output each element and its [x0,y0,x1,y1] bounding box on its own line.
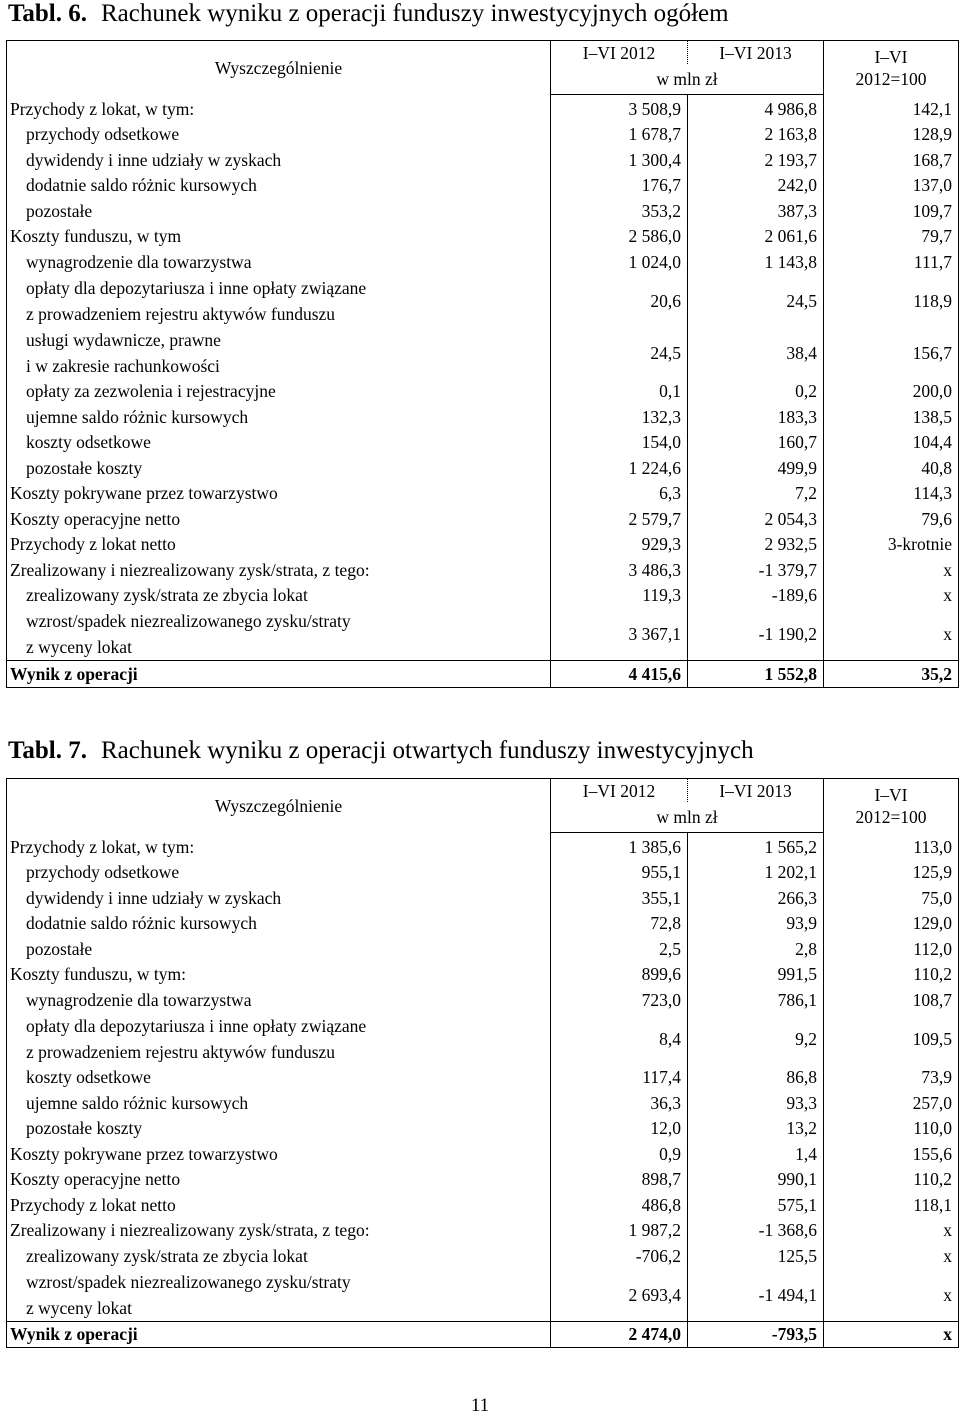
value-2013: 242,0 [688,173,824,199]
value-2013: 575,1 [688,1192,824,1218]
row-label [7,1141,551,1167]
row-label [7,275,551,327]
value-index: 118,9 [824,275,959,327]
row-label-line1: usługi wydawnicze, prawne [26,329,221,350]
table-row [7,962,959,988]
row-label-line1: ujemne saldo różnic kursowych [26,1092,249,1113]
value-2012: 355,1 [551,885,688,911]
table-row [7,583,959,609]
row-label-line1: koszty odsetkowe [26,1067,151,1088]
table-row [7,173,959,199]
value-2013: 1 565,2 [688,833,824,860]
value-2013: -1 368,6 [688,1218,824,1244]
row-label [7,532,551,558]
table7-header-index-base: 2012=100 [855,806,927,827]
value-2012: 899,6 [551,962,688,988]
row-label-line1: pozostałe koszty [26,457,143,478]
value-2012: 1 678,7 [551,122,688,148]
value-2013: 9,2 [688,1013,824,1065]
table-row [7,1065,959,1091]
value-2013: 786,1 [688,987,824,1013]
table-row [7,122,959,148]
row-label [7,860,551,886]
row-label [7,173,551,199]
table7-header [7,779,959,833]
value-2012: 0,9 [551,1141,688,1167]
value-2012: 486,8 [551,1192,688,1218]
value-2013: 1 552,8 [688,661,824,688]
value-2013: 125,5 [688,1243,824,1269]
value-2013: 93,9 [688,911,824,937]
row-label [7,1065,551,1091]
table6-number: Tabl. 6. [8,0,87,27]
row-label [7,1167,551,1193]
row-label [7,885,551,911]
value-index: 138,5 [824,404,959,430]
value-index: 112,0 [824,936,959,962]
row-label-line1: pozostałe [26,938,93,959]
row-label [7,1090,551,1116]
table7-header-index-period: I–VI [874,784,908,805]
row-label [7,506,551,532]
table-row [7,911,959,937]
table7-title [8,737,754,765]
table-row [7,885,959,911]
value-2012: 8,4 [551,1013,688,1065]
table-row [7,1243,959,1269]
table-row [7,95,959,122]
value-index: 110,2 [824,1167,959,1193]
value-index: x [824,1321,959,1348]
value-2012: 1 987,2 [551,1218,688,1244]
value-2013: -1 379,7 [688,557,824,583]
table-row [7,1013,959,1065]
value-2013: -1 190,2 [688,608,824,661]
value-2012: 1 024,0 [551,249,688,275]
value-2012: 154,0 [551,430,688,456]
row-label-line1: dywidendy i inne udziały w zyskach [26,887,282,908]
table7-title-text: Rachunek wyniku z operacji otwartych funduszy inwestycyjnych [100,737,754,764]
value-2012: 132,3 [551,404,688,430]
value-index: 104,4 [824,430,959,456]
value-2013: 2 054,3 [688,506,824,532]
row-label [7,249,551,275]
row-label [7,987,551,1013]
row-label-line1: Koszty funduszu, w tym [10,226,182,247]
value-2013: 38,4 [688,327,824,379]
value-index: x [824,608,959,661]
table-row [7,275,959,327]
row-label-line1: Koszty operacyjne netto [10,1169,181,1190]
row-label [7,481,551,507]
row-label-line1: Koszty funduszu, w tym: [10,964,186,985]
table6-title [8,0,729,28]
table-row [7,198,959,224]
table-row [7,1090,959,1116]
value-index: 108,7 [824,987,959,1013]
row-label-line1: dodatnie saldo różnic kursowych [26,175,257,196]
value-index: 156,7 [824,327,959,379]
row-label [7,455,551,481]
row-label [7,95,551,122]
row-label [7,122,551,148]
value-2012: 20,6 [551,275,688,327]
row-label-line1: Przychody z lokat, w tym: [10,98,195,119]
table-row [7,1167,959,1193]
table-row [7,1192,959,1218]
value-2012: 929,3 [551,532,688,558]
row-label [7,147,551,173]
row-label [7,430,551,456]
value-2012: 955,1 [551,860,688,886]
row-label-line1: opłaty dla depozytariusza i inne opłaty związane [26,1015,367,1036]
row-label-line1: Koszty pokrywane przez towarzystwo [10,483,278,504]
value-2013: -793,5 [688,1321,824,1348]
row-label-line1: dodatnie saldo różnic kursowych [26,913,257,934]
row-label-line1: wynagrodzenie dla towarzystwa [26,989,252,1010]
page-number: 11 [470,1395,490,1416]
value-index: 200,0 [824,379,959,405]
value-index: 128,9 [824,122,959,148]
row-label [7,911,551,937]
table-row [7,557,959,583]
value-2012: 176,7 [551,173,688,199]
value-2012: 24,5 [551,327,688,379]
row-label [7,557,551,583]
row-label [7,379,551,405]
table7-header-unit: w mln zł [551,802,824,833]
table6-header-index-period: I–VI [874,46,908,67]
value-2013: -189,6 [688,583,824,609]
table6-body [7,95,959,688]
value-index: 142,1 [824,95,959,122]
row-label-line1: Zrealizowany i niezrealizowany zysk/strata, z tego: [10,1220,370,1241]
value-2012: 6,3 [551,481,688,507]
row-label-line1: pozostałe [26,200,93,221]
value-index: 111,7 [824,249,959,275]
value-2013: 990,1 [688,1167,824,1193]
value-index: 113,0 [824,833,959,860]
table-row [7,455,959,481]
value-2013: -1 494,1 [688,1269,824,1322]
value-2012: 2 693,4 [551,1269,688,1322]
value-index: 129,0 [824,911,959,937]
value-index: x [824,1243,959,1269]
value-2013: 2,8 [688,936,824,962]
value-index: 109,5 [824,1013,959,1065]
value-2013: 387,3 [688,198,824,224]
row-label-line1: Przychody z lokat netto [10,534,176,555]
table-row [7,404,959,430]
value-2012: 353,2 [551,198,688,224]
table7-header-label: Wyszczególnienie [7,779,551,833]
table-row [7,833,959,860]
value-2012: 2,5 [551,936,688,962]
row-label [7,1192,551,1218]
table-row [7,661,959,688]
row-label-line1: opłaty dla depozytariusza i inne opłaty związane [26,277,367,298]
value-2013: 24,5 [688,275,824,327]
value-index: 79,7 [824,224,959,250]
row-label-line1: zrealizowany zysk/strata ze zbycia lokat [26,585,308,606]
value-2012: 1 224,6 [551,455,688,481]
value-2013: 2 193,7 [688,147,824,173]
row-label-line1: koszty odsetkowe [26,432,151,453]
value-index: 155,6 [824,1141,959,1167]
table7-header-year-2013: I–VI 2013 [688,779,824,803]
value-index: x [824,557,959,583]
value-index: 118,1 [824,1192,959,1218]
table6-header-unit: w mln zł [551,64,824,95]
value-2013: 4 986,8 [688,95,824,122]
row-label-line1: Przychody z lokat, w tym: [10,836,195,857]
value-index: 257,0 [824,1090,959,1116]
table-row [7,608,959,661]
value-2013: 86,8 [688,1065,824,1091]
table-row [7,860,959,886]
row-label [7,1218,551,1244]
row-label-line1: ujemne saldo różnic kursowych [26,406,249,427]
value-2012: 0,1 [551,379,688,405]
table6-header-index-base: 2012=100 [855,68,927,89]
table-row [7,1141,959,1167]
table-row [7,936,959,962]
value-index: x [824,583,959,609]
value-2012: 1 385,6 [551,833,688,860]
value-2012: 12,0 [551,1116,688,1142]
table-row [7,224,959,250]
value-index: 35,2 [824,661,959,688]
row-label [7,962,551,988]
row-label-line1: przychody odsetkowe [26,862,180,883]
table7 [6,778,959,1348]
value-index: 137,0 [824,173,959,199]
value-index: 3-krotnie [824,532,959,558]
value-2013: 2 061,6 [688,224,824,250]
table-row [7,987,959,1013]
value-index: 75,0 [824,885,959,911]
table6-title-text: Rachunek wyniku z operacji funduszy inwestycyjnych ogółem [100,0,729,27]
row-label-line1: Wynik z operacji [10,1324,138,1345]
table-row [7,147,959,173]
row-label-line1: Koszty operacyjne netto [10,508,181,529]
value-index: 79,6 [824,506,959,532]
row-label [7,327,551,379]
value-2013: 2 163,8 [688,122,824,148]
table-row [7,506,959,532]
value-2012: 723,0 [551,987,688,1013]
row-label [7,936,551,962]
value-2012: 2 474,0 [551,1321,688,1348]
row-label [7,1013,551,1065]
row-label [7,404,551,430]
row-label-line1: wynagrodzenie dla towarzystwa [26,251,252,272]
value-index: 110,0 [824,1116,959,1142]
row-label [7,608,551,661]
row-label-line2: z wyceny lokat [26,637,132,657]
row-label-line2: z wyceny lokat [26,1297,132,1318]
table-row [7,481,959,507]
table6 [6,40,959,688]
row-label [7,661,551,688]
table-row [7,532,959,558]
value-2013: 266,3 [688,885,824,911]
row-label-line1: wzrost/spadek niezrealizowanego zysku/straty [26,611,351,631]
table-row [7,1116,959,1142]
row-label-line1: opłaty za zezwolenia i rejestracyjne [26,381,276,402]
value-2013: 1,4 [688,1141,824,1167]
row-label [7,224,551,250]
value-2012: 4 415,6 [551,661,688,688]
value-2012: 3 367,1 [551,608,688,661]
value-2012: 2 579,7 [551,506,688,532]
row-label [7,833,551,860]
table-row [7,249,959,275]
value-2012: 72,8 [551,911,688,937]
value-2012: 3 508,9 [551,95,688,122]
row-label-line1: wzrost/spadek niezrealizowanego zysku/straty [26,1271,351,1292]
table-row [7,1269,959,1322]
table6-header-year-2013: I–VI 2013 [688,41,824,65]
value-2012: -706,2 [551,1243,688,1269]
value-2012: 3 486,3 [551,557,688,583]
table6-header [7,41,959,95]
value-2013: 1 202,1 [688,860,824,886]
table-row [7,430,959,456]
value-2012: 2 586,0 [551,224,688,250]
row-label [7,198,551,224]
table6-header-label: Wyszczególnienie [7,41,551,95]
value-index: 73,9 [824,1065,959,1091]
row-label-line1: Przychody z lokat netto [10,1194,176,1215]
row-label [7,583,551,609]
row-label-line2: i w zakresie rachunkowości [26,355,220,376]
value-index: 109,7 [824,198,959,224]
row-label-line1: Zrealizowany i niezrealizowany zysk/strata, z tego: [10,559,370,580]
table-row [7,1218,959,1244]
row-label-line1: Wynik z operacji [10,663,138,684]
row-label [7,1321,551,1348]
value-2013: 0,2 [688,379,824,405]
value-2012: 1 300,4 [551,147,688,173]
table6-header-index [824,41,959,95]
value-index: 168,7 [824,147,959,173]
row-label-line1: zrealizowany zysk/strata ze zbycia lokat [26,1245,308,1266]
value-2013: 93,3 [688,1090,824,1116]
table-row [7,327,959,379]
value-2012: 36,3 [551,1090,688,1116]
table6-header-year-2012: I–VI 2012 [551,41,688,65]
table-row [7,379,959,405]
value-2013: 13,2 [688,1116,824,1142]
row-label-line1: pozostałe koszty [26,1118,143,1139]
value-2013: 991,5 [688,962,824,988]
row-label-line1: dywidendy i inne udziały w zyskach [26,149,282,170]
value-2012: 117,4 [551,1065,688,1091]
value-2012: 119,3 [551,583,688,609]
value-2013: 1 143,8 [688,249,824,275]
row-label [7,1116,551,1142]
table-row [7,1321,959,1348]
row-label-line2: z prowadzeniem rejestru aktywów funduszu [26,303,336,324]
value-index: x [824,1269,959,1322]
value-2013: 160,7 [688,430,824,456]
row-label [7,1269,551,1322]
row-label-line2: z prowadzeniem rejestru aktywów funduszu [26,1041,336,1062]
table7-header-index [824,779,959,833]
value-index: 40,8 [824,455,959,481]
row-label-line1: przychody odsetkowe [26,124,180,145]
table7-number: Tabl. 7. [8,737,87,764]
table7-body [7,833,959,1348]
value-index: 125,9 [824,860,959,886]
value-2013: 7,2 [688,481,824,507]
row-label-line1: Koszty pokrywane przez towarzystwo [10,1143,278,1164]
value-2013: 183,3 [688,404,824,430]
value-2012: 898,7 [551,1167,688,1193]
value-2013: 2 932,5 [688,532,824,558]
table7-header-year-2012: I–VI 2012 [551,779,688,803]
value-index: 114,3 [824,481,959,507]
row-label [7,1243,551,1269]
value-2013: 499,9 [688,455,824,481]
value-index: 110,2 [824,962,959,988]
value-index: x [824,1218,959,1244]
